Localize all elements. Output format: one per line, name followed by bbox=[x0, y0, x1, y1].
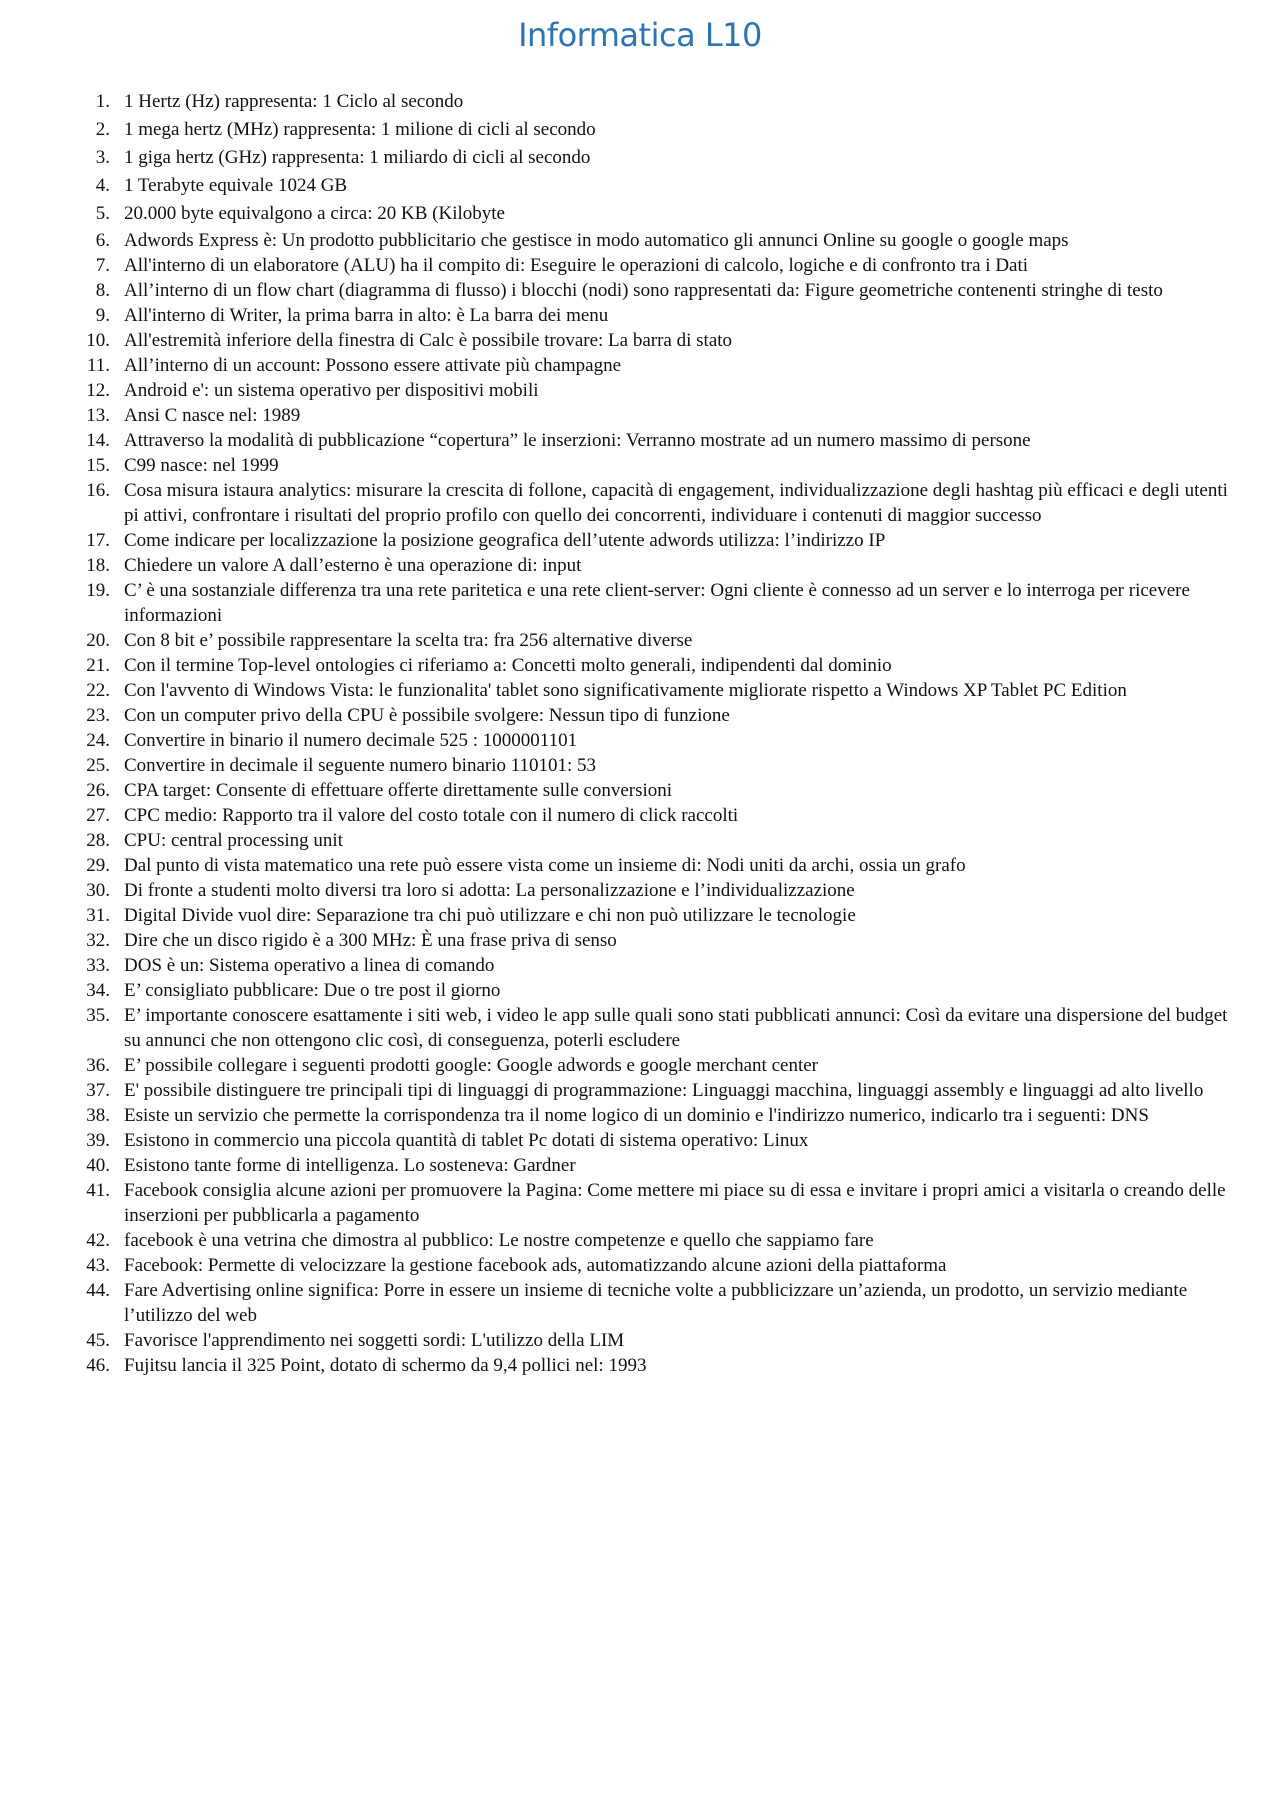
list-item-number: 1. bbox=[95, 91, 110, 112]
list-item bbox=[0, 428, 1280, 453]
list-item-number: 20. bbox=[86, 630, 110, 651]
list-item-number: 25. bbox=[86, 755, 110, 776]
list-item-number: 44. bbox=[86, 1280, 110, 1301]
list-item-number: 36. bbox=[86, 1055, 110, 1076]
list-item-number: 19. bbox=[86, 580, 110, 601]
list-item-number: 14. bbox=[86, 430, 110, 451]
list-item-text: 1 Terabyte equivale 1024 GB bbox=[124, 175, 348, 196]
list-item-number: 18. bbox=[86, 555, 110, 576]
list-item-text: All'interno di un elaboratore (ALU) ha il compito di: Eseguire le operazioni di calcolo, logiche e di confronto tra i Dati bbox=[124, 255, 1029, 276]
list-item-text: E’ consigliato pubblicare: Due o tre post il giorno bbox=[124, 980, 501, 1001]
list-item bbox=[0, 403, 1280, 428]
list-item-text: Attraverso la modalità di pubblicazione “copertura” le inserzioni: Verranno mostrate ad un numero massimo di persone bbox=[124, 430, 1031, 451]
list-item-number: 45. bbox=[86, 1330, 110, 1351]
list-item-number: 5. bbox=[95, 203, 110, 224]
list-item-text: C99 nasce: nel 1999 bbox=[124, 455, 279, 476]
list-item bbox=[0, 253, 1280, 278]
list-item bbox=[0, 878, 1280, 903]
list-item-text: 20.000 byte equivalgono a circa: 20 KB (Kilobyte bbox=[124, 203, 505, 224]
list-item bbox=[0, 1328, 1280, 1353]
list-item bbox=[0, 578, 1280, 628]
list-item-text: Facebook consiglia alcune azioni per promuovere la Pagina: Come mettere mi piace su di essa e invitare i propri amici a visitarla o creando delle inserzioni per pubblicarla a pagamento bbox=[124, 1180, 1226, 1226]
list-item-text: Con 8 bit e’ possibile rappresentare la scelta tra: fra 256 alternative diverse bbox=[124, 630, 693, 651]
list-item bbox=[0, 1178, 1280, 1228]
list-item-text: CPC medio: Rapporto tra il valore del costo totale con il numero di click raccolti bbox=[124, 805, 739, 826]
list-item-text: Dire che un disco rigido è a 300 MHz: È una frase priva di senso bbox=[124, 930, 617, 951]
list-item bbox=[0, 728, 1280, 753]
list-item-number: 17. bbox=[86, 530, 110, 551]
list-item-number: 43. bbox=[86, 1255, 110, 1276]
list-item-number: 13. bbox=[86, 405, 110, 426]
list-item-text: E' possibile distinguere tre principali tipi di linguaggi di programmazione: Linguaggi macchina, linguaggi assembly e linguaggi ad alto livello bbox=[124, 1080, 1204, 1101]
list-item bbox=[0, 303, 1280, 328]
list-item-text: Con il termine Top-level ontologies ci riferiamo a: Concetti molto generali, indipendenti dal dominio bbox=[124, 655, 892, 676]
list-item bbox=[0, 753, 1280, 778]
list-item-number: 39. bbox=[86, 1130, 110, 1151]
list-item-text: 1 Hertz (Hz) rappresenta: 1 Ciclo al secondo bbox=[124, 91, 464, 112]
list-item-text: Con un computer privo della CPU è possibile svolgere: Nessun tipo di funzione bbox=[124, 705, 730, 726]
list-item bbox=[0, 903, 1280, 928]
list-item-number: 24. bbox=[86, 730, 110, 751]
list-item-text: All’interno di un flow chart (diagramma di flusso) i blocchi (nodi) sono rappresentati da: Figure geometriche contenenti stringhe di testo bbox=[124, 280, 1163, 301]
list-item bbox=[0, 478, 1280, 528]
list-item-number: 27. bbox=[86, 805, 110, 826]
list-item bbox=[0, 328, 1280, 353]
list-item bbox=[0, 828, 1280, 853]
list-item bbox=[0, 144, 1280, 172]
list-item bbox=[0, 528, 1280, 553]
list-item-text: E’ possibile collegare i seguenti prodotti google: Google adwords e google merchant center bbox=[124, 1055, 818, 1076]
list-item-text: Con l'avvento di Windows Vista: le funzionalita' tablet sono significativamente migliorate rispetto a Windows XP Tablet PC Edition bbox=[124, 680, 1127, 701]
list-item-number: 10. bbox=[86, 330, 110, 351]
list-item bbox=[0, 1128, 1280, 1153]
list-item-number: 46. bbox=[86, 1355, 110, 1376]
list-item-number: 38. bbox=[86, 1105, 110, 1126]
list-item-text: All'interno di Writer, la prima barra in alto: è La barra dei menu bbox=[124, 305, 609, 326]
list-item-number: 29. bbox=[86, 855, 110, 876]
list-item-number: 23. bbox=[86, 705, 110, 726]
question-list bbox=[0, 88, 1280, 1378]
list-item bbox=[0, 1003, 1280, 1053]
list-item-number: 40. bbox=[86, 1155, 110, 1176]
list-item-number: 34. bbox=[86, 980, 110, 1001]
list-item-number: 15. bbox=[86, 455, 110, 476]
list-item-text: facebook è una vetrina che dimostra al pubblico: Le nostre competenze e quello che sappiamo fare bbox=[124, 1230, 874, 1251]
list-item-text: Favorisce l'apprendimento nei soggetti sordi: L'utilizzo della LIM bbox=[124, 1330, 625, 1351]
list-item bbox=[0, 1053, 1280, 1078]
list-item-text: CPU: central processing unit bbox=[124, 830, 343, 851]
list-item bbox=[0, 653, 1280, 678]
list-item bbox=[0, 228, 1280, 253]
list-item-text: Esistono tante forme di intelligenza. Lo sosteneva: Gardner bbox=[124, 1155, 576, 1176]
list-item bbox=[0, 200, 1280, 228]
list-item bbox=[0, 1228, 1280, 1253]
list-item bbox=[0, 453, 1280, 478]
list-item bbox=[0, 928, 1280, 953]
list-item bbox=[0, 1253, 1280, 1278]
list-item-text: Dal punto di vista matematico una rete può essere vista come un insieme di: Nodi uniti da archi, ossia un grafo bbox=[124, 855, 966, 876]
list-item bbox=[0, 88, 1280, 116]
list-item-text: 1 giga hertz (GHz) rappresenta: 1 miliardo di cicli al secondo bbox=[124, 147, 591, 168]
list-item-text: Esiste un servizio che permette la corrispondenza tra il nome logico di un dominio e l'indirizzo numerico, indicarlo tra i seguenti: DNS bbox=[124, 1105, 1149, 1126]
list-item-number: 42. bbox=[86, 1230, 110, 1251]
list-item-number: 28. bbox=[86, 830, 110, 851]
list-item-number: 9. bbox=[95, 305, 110, 326]
list-item-text: Esistono in commercio una piccola quantità di tablet Pc dotati di sistema operativo: Linux bbox=[124, 1130, 809, 1151]
list-item bbox=[0, 703, 1280, 728]
list-item bbox=[0, 278, 1280, 303]
list-item-text: Convertire in decimale il seguente numero binario 110101: 53 bbox=[124, 755, 597, 776]
list-item-number: 31. bbox=[86, 905, 110, 926]
list-item bbox=[0, 628, 1280, 653]
list-item-number: 32. bbox=[86, 930, 110, 951]
list-item-number: 35. bbox=[86, 1005, 110, 1026]
list-item bbox=[0, 778, 1280, 803]
list-item-text: C’ è una sostanziale differenza tra una rete paritetica e una rete client-server: Ogni cliente è connesso ad un server e lo interroga per ricevere informazioni bbox=[124, 580, 1190, 626]
list-item-text: DOS è un: Sistema operativo a linea di comando bbox=[124, 955, 495, 976]
list-item-number: 30. bbox=[86, 880, 110, 901]
list-item-text: Facebook: Permette di velocizzare la gestione facebook ads, automatizzando alcune azioni della piattaforma bbox=[124, 1255, 947, 1276]
list-item bbox=[0, 1153, 1280, 1178]
list-item-number: 4. bbox=[95, 175, 110, 196]
list-item-text: Ansi C nasce nel: 1989 bbox=[124, 405, 301, 426]
list-item bbox=[0, 172, 1280, 200]
list-item bbox=[0, 1078, 1280, 1103]
list-item bbox=[0, 1103, 1280, 1128]
list-item bbox=[0, 678, 1280, 703]
list-item-number: 33. bbox=[86, 955, 110, 976]
list-item bbox=[0, 1353, 1280, 1378]
list-item-number: 3. bbox=[95, 147, 110, 168]
list-item-text: Fare Advertising online significa: Porre in essere un insieme di tecniche volte a pubblicizzare un’azienda, un prodotto, un servizio mediante l’utilizzo del web bbox=[124, 1280, 1188, 1326]
list-item-number: 16. bbox=[86, 480, 110, 501]
list-item-text: E’ importante conoscere esattamente i siti web, i video le app sulle quali sono stati pubblicati annunci: Così da evitare una dispersione del budget su annunci che non ottengono clic così, di conseguenza, poterli escludere bbox=[124, 1005, 1228, 1051]
list-item bbox=[0, 953, 1280, 978]
list-item-number: 2. bbox=[95, 119, 110, 140]
list-item-text: Chiedere un valore A dall’esterno è una operazione di: input bbox=[124, 555, 582, 576]
list-item-number: 26. bbox=[86, 780, 110, 801]
list-item-text: 1 mega hertz (MHz) rappresenta: 1 milione di cicli al secondo bbox=[124, 119, 596, 140]
list-item-text: All'estremità inferiore della finestra di Calc è possibile trovare: La barra di stato bbox=[124, 330, 733, 351]
list-item bbox=[0, 1278, 1280, 1328]
list-item-number: 37. bbox=[86, 1080, 110, 1101]
list-item-number: 41. bbox=[86, 1180, 110, 1201]
list-item-text: Cosa misura istaura analytics: misurare la crescita di follone, capacità di engagement, individualizzazione degli hashtag più efficaci e degli utenti pi attivi, confrontare i risultati del proprio profilo con quello dei concorrenti, individuare i contenuti di maggior successo bbox=[124, 480, 1228, 526]
list-item-number: 11. bbox=[86, 355, 110, 376]
list-item-text: Come indicare per localizzazione la posizione geografica dell’utente adwords utilizza: l’indirizzo IP bbox=[124, 530, 886, 551]
list-item-number: 6. bbox=[95, 230, 110, 251]
list-item-text: Di fronte a studenti molto diversi tra loro si adotta: La personalizzazione e l’individualizzazione bbox=[124, 880, 855, 901]
list-item-number: 7. bbox=[95, 255, 110, 276]
list-item bbox=[0, 853, 1280, 878]
list-item bbox=[0, 353, 1280, 378]
list-item-text: Digital Divide vuol dire: Separazione tra chi può utilizzare e chi non può utilizzare le tecnologie bbox=[124, 905, 856, 926]
page-title: Informatica L10 bbox=[518, 16, 762, 54]
list-item-number: 21. bbox=[86, 655, 110, 676]
list-item-number: 8. bbox=[95, 280, 110, 301]
list-item-text: Convertire in binario il numero decimale 525 : 1000001101 bbox=[124, 730, 578, 751]
list-item bbox=[0, 553, 1280, 578]
list-item-text: CPA target: Consente di effettuare offerte direttamente sulle conversioni bbox=[124, 780, 673, 801]
list-item-number: 12. bbox=[86, 380, 110, 401]
list-item-text: Android e': un sistema operativo per dispositivi mobili bbox=[124, 380, 539, 401]
list-item bbox=[0, 978, 1280, 1003]
list-item bbox=[0, 116, 1280, 144]
list-item bbox=[0, 803, 1280, 828]
list-item-text: Adwords Express è: Un prodotto pubblicitario che gestisce in modo automatico gli annunci Online su google o google maps bbox=[124, 230, 1069, 251]
list-item-text: All’interno di un account: Possono essere attivate più champagne bbox=[124, 355, 622, 376]
list-item-number: 22. bbox=[86, 680, 110, 701]
list-item bbox=[0, 378, 1280, 403]
list-item-text: Fujitsu lancia il 325 Point, dotato di schermo da 9,4 pollici nel: 1993 bbox=[124, 1355, 647, 1376]
